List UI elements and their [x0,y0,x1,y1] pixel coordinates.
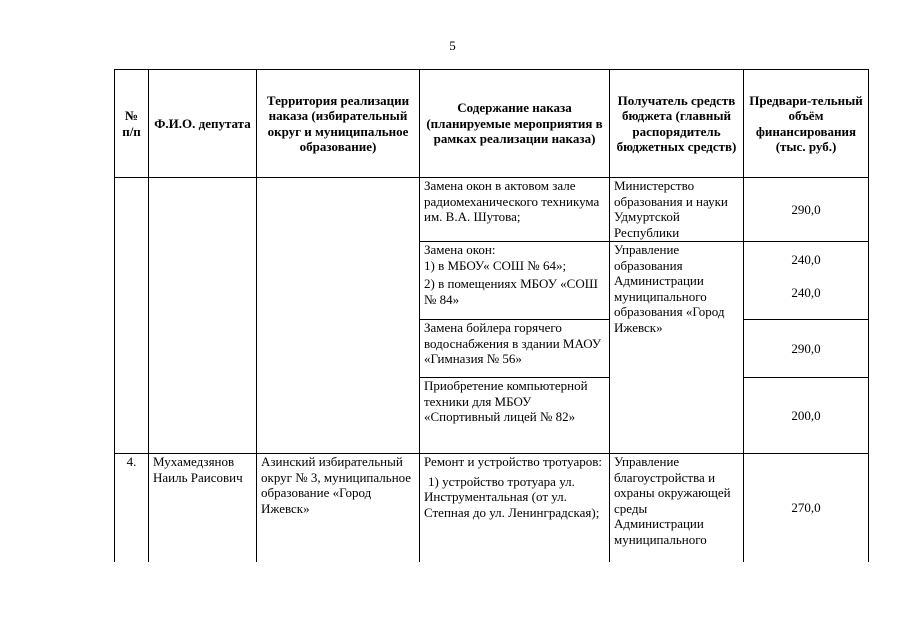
header-num: № п/п [115,70,149,178]
num-cell-empty [115,178,149,454]
recipient-cell: Управление образования Администрации муниципального образования «Город Ижевск» [610,242,744,454]
amount-cell [744,242,869,320]
name-cell-empty [149,178,257,454]
content-line: Замена окон: [424,242,496,257]
content-cell [420,454,610,562]
header-territory: Территория реализации наказа (избирательный округ и муниципальное образование) [257,70,420,178]
content-cell: Замена бойлера горячего водоснабжения в здании МАОУ «Гимназия № 56» [420,320,610,378]
amount-cell: 290,0 [744,320,869,378]
table-row [115,454,869,562]
territory-cell: Азинский избирательный округ № 3, муниципальное образование «Город Ижевск» [257,454,420,562]
territory-cell-empty [257,178,420,454]
content-line: Ремонт и устройство тротуаров: [424,454,602,469]
content-cell: Приобретение компьютерной техники для МБОУ «Спортивный лицей № 82» [420,378,610,454]
header-name: Ф.И.О. депутата [149,70,257,178]
table-row [115,178,869,242]
content-line: 1) устройство тротуара ул. Инструментальная (от ул. Степная до ул. Ленинградская); [424,473,600,520]
amount-cell: 290,0 [744,178,869,242]
content-cell [420,242,610,320]
amount-value: 240,0 [791,252,821,267]
content-cell: Замена окон в актовом зале радиомеханического техникума им. В.А. Шутова; [420,178,610,242]
amount-value: 240,0 [791,285,821,300]
amount-cell: 200,0 [744,378,869,454]
header-amount: Предвари-тельный объём финансирования (тыс. руб.) [744,70,869,178]
header-row [115,70,869,178]
num-cell: 4. [115,454,149,562]
funding-table [114,69,869,562]
header-content: Содержание наказа (планируемые мероприятия в рамках реализации наказа) [420,70,610,178]
recipient-cell: Министерство образования и науки Удмуртской Республики [610,178,744,242]
page-number: 5 [449,38,456,53]
name-cell: Мухамедзянов Наиль Раисович [149,454,257,562]
header-recipient: Получатель средств бюджета (главный распорядитель бюджетных средств) [610,70,744,178]
recipient-cell: Управление благоустройства и охраны окружающей среды Администрации муниципального [610,454,744,562]
amount-cell: 270,0 [744,454,869,562]
content-line: 1) в МБОУ« СОШ № 64»; [424,257,567,273]
content-line: 2) в помещениях МБОУ «СОШ № 84» [424,276,598,307]
